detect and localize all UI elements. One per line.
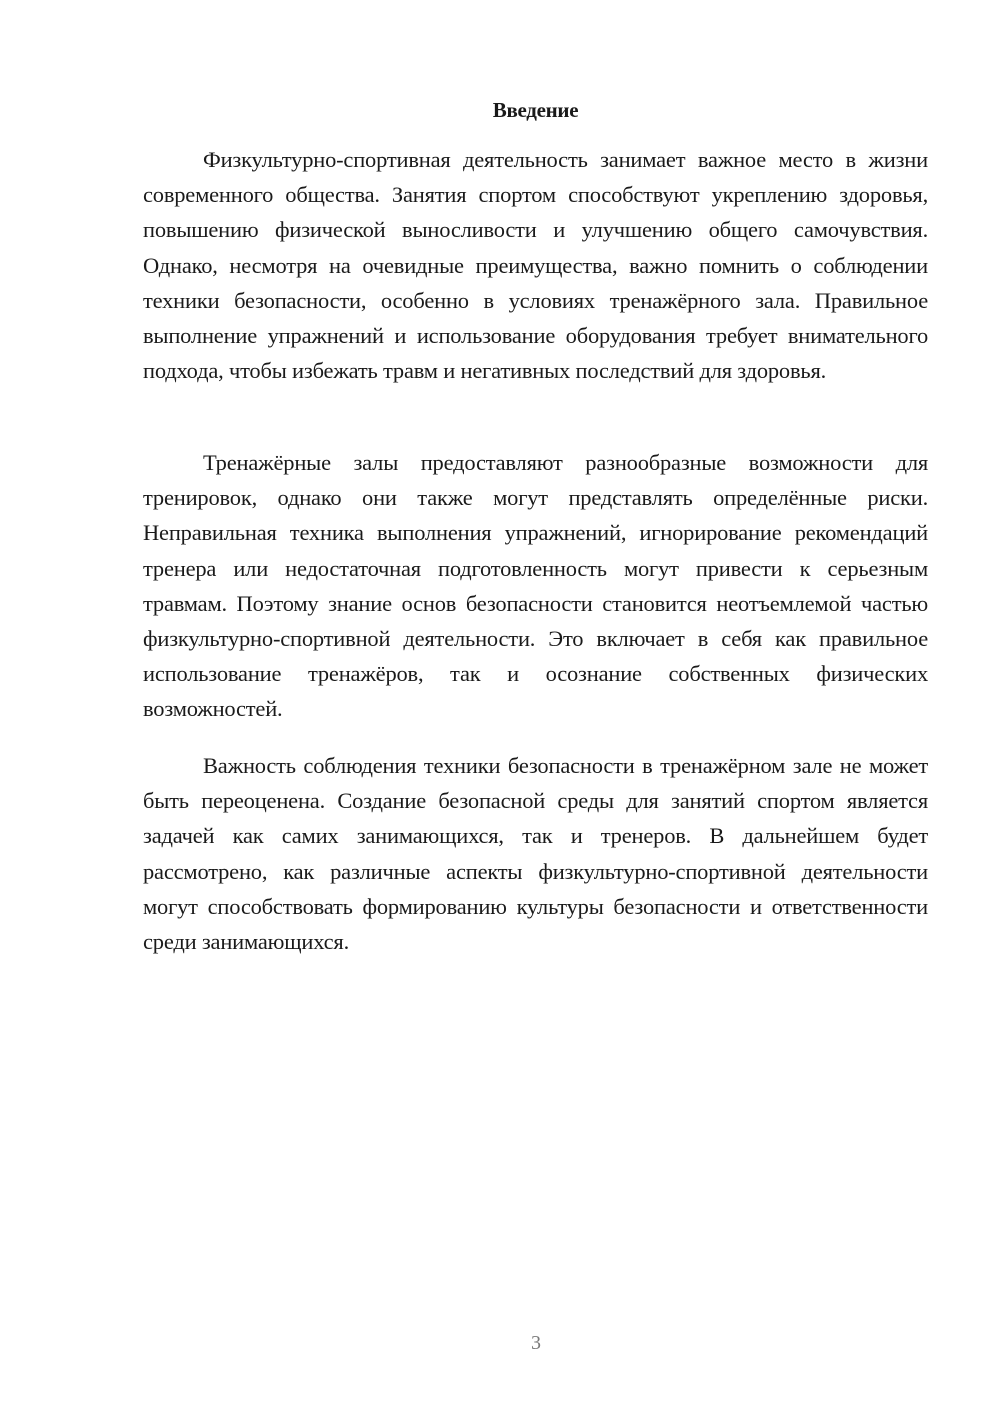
paragraph-1 — [143, 142, 928, 388]
paragraph-2 — [143, 445, 928, 727]
paragraph-text: Тренажёрные залы предоставляют разнообразные возможности для тренировок, однако они также могут представлять определённые риски. Неправильная техника выполнения упражнений, игнорирование рекомендаций тренера или недостаточная подготовленность могут привести к серьезным травмам. Поэтому знание основ безопасности становится неотъемлемой частью физкультурно-спортивной деятельности. Это включает в себя как правильное использование тренажёров, так и осознание собственных физических возможностей. — [143, 450, 928, 722]
paragraph-text: Физкультурно-спортивная деятельность занимает важное место в жизни современного общества. Занятия спортом способствуют укреплению здоровья, повышению физической выносливости и улучшению общего самочувствия. Однако, несмотря на очевидные преимущества, важно помнить о соблюдении техники безопасности, особенно в условиях тренажёрного зала. Правильное выполнение упражнений и использование оборудования требует внимательного подхода, чтобы избежать травм и негативных последствий для здоровья. — [143, 147, 928, 384]
page-number: 3 — [531, 1332, 541, 1354]
paragraph-text: Важность соблюдения техники безопасности в тренажёрном зале не может быть переоценена. Создание безопасной среды для занятий спортом является задачей как самих занимающихся, так и тренеров. В дальнейшем будет рассмотрено, как различные аспекты физкультурно-спортивной деятельности могут способствовать формированию культуры безопасности и ответственности среди занимающихся. — [143, 753, 928, 955]
section-title: Введение — [492, 98, 579, 122]
paragraph-3 — [143, 748, 928, 959]
